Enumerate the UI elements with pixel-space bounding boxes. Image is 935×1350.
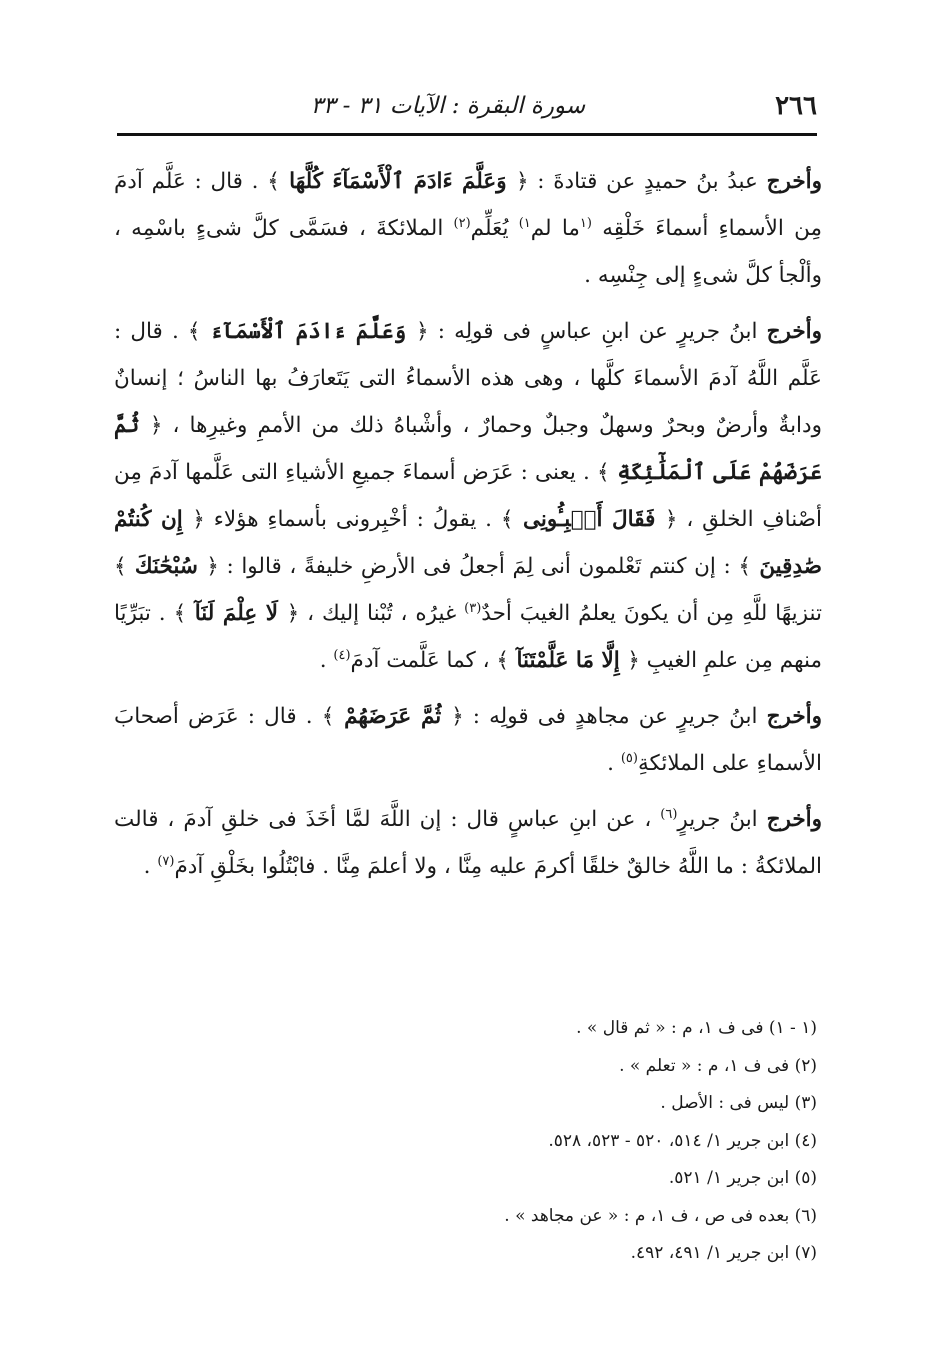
- quran-quote: [174, 601, 300, 626]
- footnote-item: (٦) بعده فى ص ، ف ١، م : « عن مجاهد » .: [504, 1205, 817, 1226]
- text-span: .: [607, 751, 621, 776]
- text-span: . يعنى : عَرَض أسماءَ جميعِ الأشياءِ التى عَلَّمها آدمَ مِن أصْنافِ الخلقِ ،: [114, 460, 822, 532]
- ornate-bracket-open: ﴿: [664, 507, 678, 532]
- text-span: يُعَلِّم: [470, 216, 519, 241]
- footnote-ref: (١: [579, 215, 592, 231]
- footnote-item: (٣) ليس فى : الأصل .: [660, 1093, 817, 1113]
- text-span: . يقولُ : أخْبِرونى بأسماءِ هؤلاء: [204, 507, 501, 532]
- ornate-bracket-close: ﴾: [321, 704, 335, 729]
- quran-quote: [188, 319, 429, 344]
- main-text: [114, 158, 822, 899]
- ornate-bracket-close: ﴾: [500, 507, 514, 532]
- text-span: ابنُ جريرٍ عن مجاهدٍ فى قولِه :: [463, 704, 767, 729]
- footnotes: [317, 1010, 817, 1273]
- footnote-ref: (٧): [157, 853, 175, 869]
- text-span: . قال : عَلَّم آدمَ مِن الأسماءِ أسماءَ خَلْقِه: [114, 169, 822, 241]
- footnote-ref: (٦): [660, 806, 678, 822]
- ornate-bracket-close: ﴾: [496, 648, 509, 673]
- text-span: غيرُه ، تُبْنا إليك ،: [299, 601, 465, 626]
- ornate-bracket-open: ﴿: [192, 507, 205, 532]
- ornate-bracket-close: ﴾: [173, 601, 187, 626]
- quran-quote: [501, 507, 678, 532]
- footnote-ref: (٣): [464, 600, 482, 616]
- ornate-bracket-open: ﴿: [149, 413, 163, 438]
- text-span: . تبَرِّيًا منهم مِن علمِ الغيبِ: [114, 601, 822, 673]
- paragraph-angels: [114, 796, 822, 890]
- paragraph-lead: وأخرج: [766, 807, 822, 832]
- ornate-bracket-open: ﴿: [206, 554, 219, 579]
- text-span: ، عن ابنِ عباسٍ قال : إن اللَّهَ لمَّا أخَذَ فى خلقِ آدمَ ، قالت الملائكةُ : ما اللَّهُ خالقٌ خلقًا أكرمَ عليه مِنَّا ، ولا أعلمَ مِنَّا . فابْتُلُوا بخَلْقِ آدمَ: [114, 807, 822, 879]
- paragraph-ibn-abbas: [114, 308, 822, 684]
- ornate-bracket-open: ﴿: [451, 704, 464, 729]
- running-title: سورة البقرة : الآيات ٣١ - ٣٣: [310, 93, 586, 119]
- page-header: [112, 86, 817, 126]
- footnote-ref: (٥): [620, 750, 638, 766]
- paragraph-mujahid: [114, 693, 822, 787]
- ornate-bracket-close: ﴾: [596, 460, 610, 485]
- ornate-bracket-open: ﴿: [515, 169, 529, 194]
- text-span: . قال : عَلَّم اللَّهُ آدمَ الأسماءَ كلَّها ، وهى هذه الأسماءُ التى يَتَعارَفُ بها الناسُ ؛ إنسانٌ ودابةٌ وأرضٌ وبحرٌ وسهلٌ وجبلٌ وحمارٌ ، وأشْباهُ ذلك من الأممِ وغيرِها ،: [114, 319, 822, 438]
- ornate-bracket-open: ﴿: [416, 319, 429, 344]
- ornate-bracket-close: ﴾: [738, 554, 752, 579]
- text-span: . قال : عَرَض أصحابَ الأسماءِ على الملائكةِ: [114, 704, 822, 776]
- text-span: ابنُ جريرٍ: [677, 807, 767, 832]
- paragraph-qatada: [114, 158, 822, 299]
- text-span: الملائكةَ ، فسَمَّى كلَّ شىءٍ باسْمِه ، وألْجأ كلَّ شىءٍ إلى جِنْسِه .: [114, 216, 822, 288]
- quran-quote: [114, 554, 219, 579]
- text-span: ما لم: [530, 216, 580, 241]
- quran-quote: [322, 704, 464, 729]
- text-span: : إن كنتم تَعْلمون أنى لِمَ أجعلُ فى الأرضِ خليفةً ، قالوا :: [218, 554, 739, 579]
- ornate-bracket-open: ﴿: [627, 648, 640, 673]
- text-span: .: [143, 854, 158, 879]
- footnote-item: (٢) فى ف ١، م : « تعلم » .: [619, 1055, 817, 1076]
- quran-text: ثُمَّ عَرَضَهُمْ: [344, 704, 442, 729]
- text-span: عبدُ بنُ حميدٍ عن قتادةَ :: [528, 169, 767, 194]
- quran-text: وَعَلَّمَ ءَادَمَ ٱلْأَسْمَآءَ: [210, 319, 407, 344]
- ornate-bracket-close: ﴾: [267, 169, 280, 194]
- text-span: ، كما عَلَّمت آدمَ: [350, 648, 497, 673]
- quran-text: إِلَّا مَا عَلَّمْتَنَآ: [516, 648, 620, 673]
- footnote-item: (٤) ابن جرير ١/ ٥١٤، ٥٢٠ - ٥٢٣، ٥٢٨.: [548, 1130, 817, 1151]
- paragraph-lead: وأخرج: [766, 169, 822, 194]
- footnote-ref: ١): [518, 215, 531, 231]
- text-span: ابنُ جريرٍ عن ابنِ عباسٍ فى قولِه :: [428, 319, 767, 344]
- footnote-item: (٧) ابن جرير ١/ ٤٩١، ٤٩٢.: [630, 1243, 817, 1263]
- quran-text: ثُمَّ عَرَضَهُمْ عَلَى ٱلْمَلَٰٓئِكَةِ: [114, 413, 822, 485]
- quran-text: لَا عِلْمَ لَنَآ: [194, 601, 279, 626]
- footnote-ref: (٤): [333, 647, 351, 663]
- quran-text: وَعَلَّمَ ءَادَمَ ٱلْأَسْمَآءَ كُلَّهَا: [289, 169, 507, 194]
- text-span: تنزيهًا للَّهِ مِن أن يكونَ يعلمُ الغيبَ أحدٌ: [481, 601, 822, 626]
- paragraph-lead: وأخرج: [766, 319, 822, 344]
- ornate-bracket-close: ﴾: [114, 554, 127, 579]
- quran-text: فَقَالَ أَنۢبِـُٔونِى: [522, 507, 656, 532]
- quran-text: سُبْحَٰنَكَ: [134, 554, 198, 579]
- ornate-bracket-open: ﴿: [286, 601, 300, 626]
- ornate-bracket-close: ﴾: [187, 319, 201, 344]
- quran-quote: [496, 648, 639, 673]
- quran-text: إِن كُنتُمْ صَٰدِقِينَ: [114, 507, 822, 579]
- page-number: ٢٦٦: [775, 91, 817, 121]
- quran-quote: [267, 169, 528, 194]
- text-span: .: [319, 648, 334, 673]
- footnote-item: (٥) ابن جرير ١/ ٥٢١.: [668, 1168, 817, 1188]
- header-rule: [117, 133, 817, 136]
- paragraph-lead: وأخرج: [766, 704, 822, 729]
- footnote-ref: (٢): [453, 215, 471, 231]
- footnote-item: (١ - ١) فى ف ١، م : « ثم قال » .: [576, 1018, 817, 1038]
